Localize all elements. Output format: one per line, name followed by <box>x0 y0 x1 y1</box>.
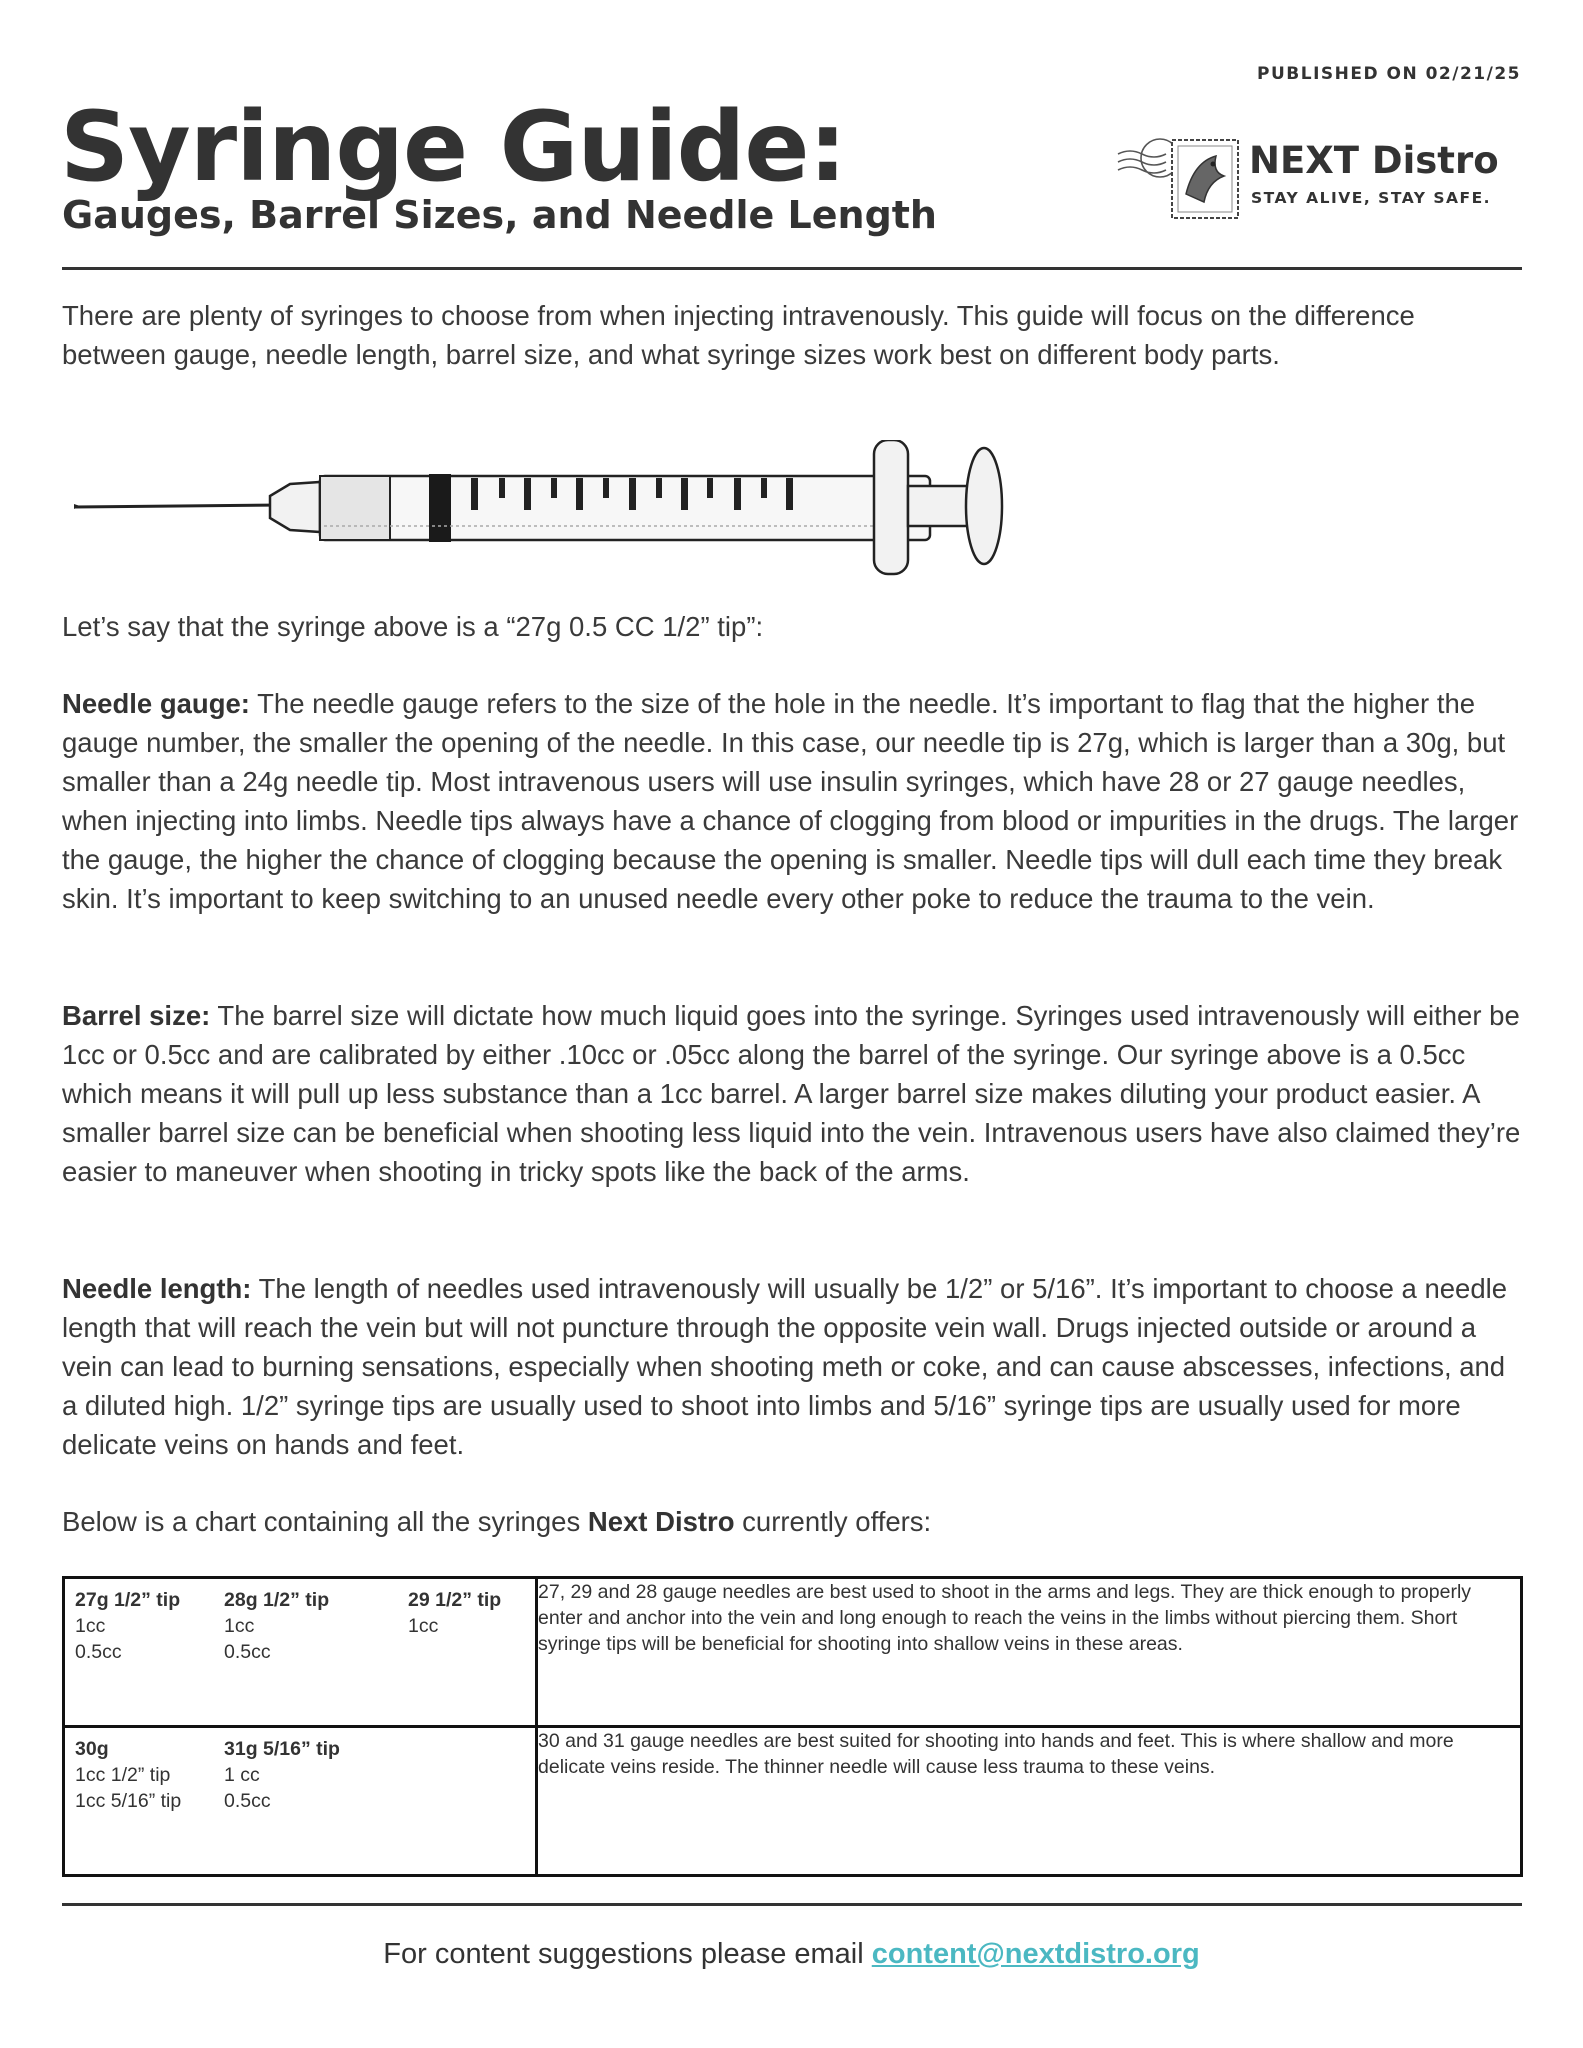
needle-length-paragraph <box>62 1269 1524 1464</box>
header-divider <box>62 267 1522 270</box>
example-line: Let’s say that the syringe above is a “27g 0.5 CC 1/2” tip”: <box>62 611 764 642</box>
published-date: PUBLISHED ON 02/21/25 <box>1257 64 1521 84</box>
footer-divider <box>62 1903 1522 1906</box>
footer-text: For content suggestions please email <box>383 1938 872 1970</box>
needle-gauge-heading: Needle gauge: <box>62 688 250 719</box>
logo-tagline: STAY ALIVE, STAY SAFE. <box>1251 189 1492 207</box>
needle-length-heading: Needle length: <box>62 1273 252 1304</box>
syringe-illustration <box>74 440 1004 580</box>
syringe-option: 29 1/2” tip 1cc <box>408 1589 502 1637</box>
intro-paragraph: There are plenty of syringes to choose from when injecting intravenously. This guide will focus on the difference between gauge, needle length, barrel size, and what syringe sizes work best on different body parts. <box>62 300 1415 370</box>
needle-gauge-paragraph <box>62 684 1524 918</box>
next-distro-logo <box>1116 132 1524 222</box>
barrel-size-body: The barrel size will dictate how much liquid goes into the syringe. Syringes used intravenously will either be 1cc or 0.5cc and are calibrated by either .10cc or .05cc along the barrel of the syringe. Our syringe above is a 0.5cc which means it will pull up less substance than a 1cc barrel. A larger barrel size makes diluting your product easier. A smaller barrel size can be beneficial when shooting less liquid into the vein. Intravenous users have also claimed they’re easier to maneuver when shooting in tricky spots like the back of the arms. <box>62 1000 1521 1187</box>
footer <box>0 1938 1583 1971</box>
table-row <box>64 1578 1522 1727</box>
syringe-offerings-table <box>62 1576 1523 1877</box>
email-link[interactable]: content@nextdistro.org <box>871 1938 1200 1970</box>
syringe-description-cell: 27, 29 and 28 gauge needles are best used to shoot in the arms and legs. They are thick enough to properly enter and anchor into the vein and long enough to reach the veins in the limbs without piercing them. Short syringe tips will be beneficial for shooting into shallow veins in these areas. <box>537 1578 1522 1727</box>
barrel-size-paragraph <box>62 996 1524 1191</box>
stamp-bird-icon <box>1116 132 1246 222</box>
syringe-option: 27g 1/2” tip 1cc 0.5cc <box>75 1589 181 1663</box>
barrel-size-heading: Barrel size: <box>62 1000 211 1031</box>
syringe-option: 30g 1cc 1/2” tip 1cc 5/16” tip <box>75 1738 182 1812</box>
syringe-options-cell <box>64 1727 537 1876</box>
needle-length-body: The length of needles used intravenously will usually be 1/2” or 5/16”. It’s important to choose a needle length that will reach the vein but will not puncture through the opposite vein wall. Drugs injected outside or around a vein can lead to burning sensations, especially when shooting meth or coke, and can cause abscesses, infections, and a diluted high. 1/2” syringe tips are usually used to shoot into limbs and 5/16” syringe tips are usually used for more delicate veins on hands and feet. <box>62 1273 1508 1460</box>
syringe-option: 31g 5/16” tip 1 cc 0.5cc <box>224 1738 340 1812</box>
chart-intro: Below is a chart containing all the syringes Next Distro currently offers: <box>62 1506 932 1537</box>
page-title: Syringe Guide: <box>60 91 846 203</box>
brand-name: Next Distro <box>587 1506 735 1537</box>
table-row <box>64 1727 1522 1876</box>
syringe-options-cell <box>64 1578 537 1727</box>
page-subtitle: Gauges, Barrel Sizes, and Needle Length <box>62 193 937 237</box>
syringe-description-cell: 30 and 31 gauge needles are best suited for shooting into hands and feet. This is where shallow and more delicate veins reside. The thinner needle will cause less trauma to these veins. <box>537 1727 1522 1876</box>
syringe-option: 28g 1/2” tip 1cc 0.5cc <box>224 1589 330 1663</box>
logo-name: NEXT Distro <box>1249 139 1499 182</box>
needle-gauge-body: The needle gauge refers to the size of the hole in the needle. It’s important to flag that the higher the gauge number, the smaller the opening of the needle. In this case, our needle tip is 27g, which is larger than a 30g, but smaller than a 24g needle tip. Most intravenous users will use insulin syringes, which have 28 or 27 gauge needles, when injecting into limbs. Needle tips always have a chance of clogging from blood or impurities in the drugs. The larger the gauge, the higher the chance of clogging because the opening is smaller. Needle tips will dull each time they break skin. It’s important to keep switching to an unused needle every other poke to reduce the trauma to the vein. <box>62 688 1519 914</box>
